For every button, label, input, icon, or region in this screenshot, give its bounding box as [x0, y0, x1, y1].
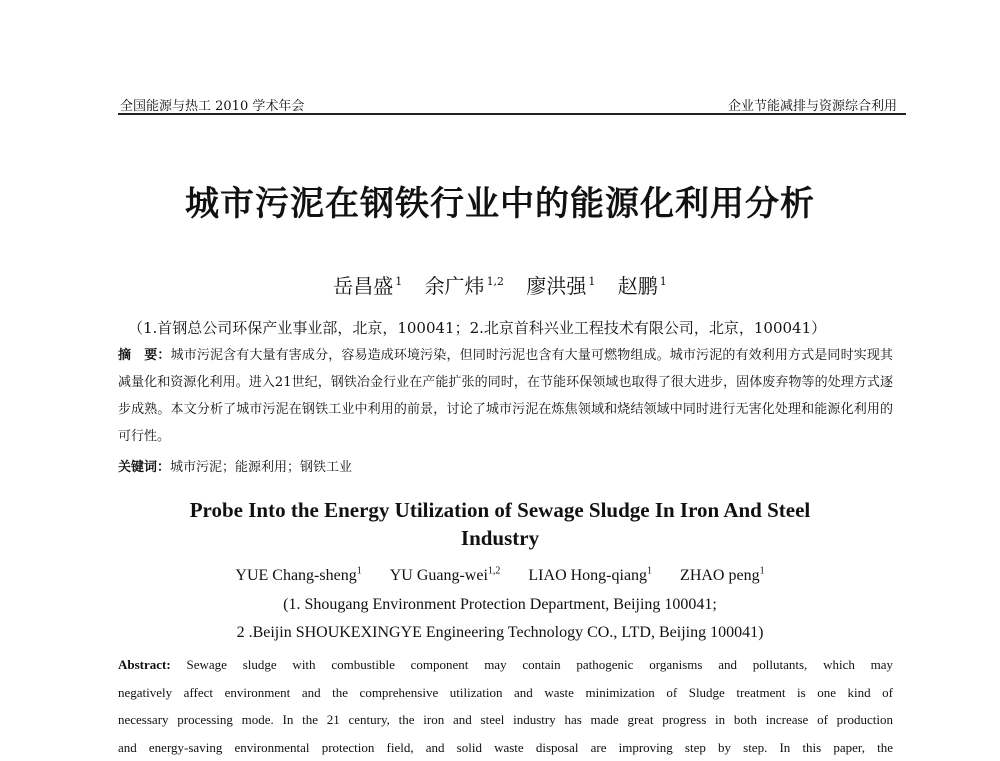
keywords-zh-label: 关键词： — [118, 460, 170, 475]
authors-en — [0, 566, 1000, 585]
abstract-en-line: Abstract: Sewage sludge with combustible component may contain pathogenic organisms and pollutants, which may — [118, 651, 893, 679]
affiliation-zh: （1.首钢总公司环保产业事业部，北京，100041；2.北京首科兴业工程技术有限公司，北京，100041） — [128, 317, 826, 338]
affiliation-en-line: 2 .Beijin SHOUKEXINGYE Engineering Technology CO., LTD, Beijing 100041) — [0, 624, 1000, 642]
abstract-zh — [118, 342, 893, 450]
affiliation-en-line: (1. Shougang Environment Protection Department, Beijing 100041; — [0, 596, 1000, 614]
author-zh: 廖洪强 $^1$ — [526, 274, 595, 298]
author-zh: 余广炜 $^{1,2}$ — [425, 274, 505, 298]
abstract-zh-text: 城市污泥含有大量有害成分，容易造成环境污染，但同时污泥也含有大量可燃物组成。城市污泥的有效利用方式是同时实现其减量化和资源化利用。进入21世纪，钢铁冶金行业在产能扩张的同时，在节能环保领域也取得了很大进步，固体废弃物等的处理方式逐步成熟。本文分析了城市污泥在钢铁工业中利用的前景，讨论了城市污泥在炼焦领域和烧结领域中同时进行无害化处理和能源化利用的可行性。 — [118, 348, 893, 444]
authors-zh — [0, 270, 1000, 299]
paper-title-en-line: Probe Into the Energy Utilization of Sewage Sludge In Iron And Steel — [0, 496, 1000, 524]
header-rule — [118, 113, 906, 115]
abstract-zh-label: 摘 要： — [118, 348, 171, 363]
author-zh: 岳昌盛 $^1$ — [333, 274, 402, 298]
abstract-en — [118, 651, 893, 761]
author-en: LIAO Hong-qiang$^1$ — [528, 567, 652, 584]
paper-title-en-line: Industry — [0, 524, 1000, 552]
keywords-zh — [118, 456, 352, 475]
author-en: ZHAO peng$^1$ — [680, 567, 765, 584]
abstract-en-line: and energy-saving environmental protection field, and solid waste disposal are improving step by step. In this paper, the — [118, 734, 893, 761]
abstract-en-line: necessary processing mode. In the 21 century, the iron and steel industry has made great progress in both increase of production — [118, 706, 893, 734]
author-en: YUE Chang-sheng$^1$ — [235, 567, 361, 584]
paper-title-zh: 城市污泥在钢铁行业中的能源化利用分析 — [0, 176, 1000, 225]
running-header-left: 全国能源与热工 2010 学术年会 — [120, 95, 304, 114]
paper-title-en — [0, 496, 1000, 552]
running-header-right: 企业节能减排与资源综合利用 — [728, 95, 897, 114]
abstract-en-label: Abstract: — [118, 657, 171, 672]
author-zh: 赵鹏 $^1$ — [618, 274, 667, 298]
keywords-zh-text: 城市污泥；能源利用；钢铁工业 — [170, 460, 352, 475]
abstract-en-line: negatively affect environment and the comprehensive utilization and waste minimization of Sludge treatment is one kind of — [118, 679, 893, 707]
author-en: YU Guang-wei$^{1,2}$ — [390, 567, 501, 584]
